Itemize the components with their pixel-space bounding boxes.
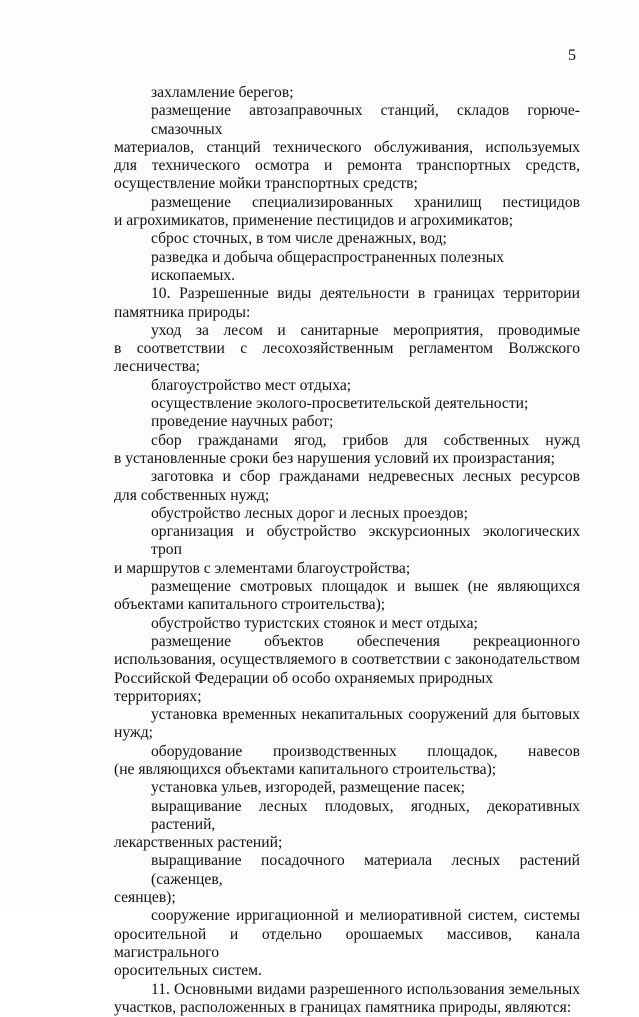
text-line: лесничества; [114,358,201,376]
text-line: использования, осуществляемого в соответствии с законодательством [114,651,580,669]
text-line: уход за лесом и санитарные мероприятия, проводимые [151,321,580,339]
text-line: для собственных нужд; [114,486,270,504]
text-line: размещение автозаправочных станций, складов горюче-смазочных [151,102,580,138]
page-number: 5 [568,47,576,64]
text-line: оросительных систем. [114,962,262,980]
text-line: сооружение ирригационной и мелиоративной систем, системы [151,907,580,925]
text-line: захламление берегов; [151,84,294,101]
text-line: установка временных некапитальных сооружений для бытовых [151,706,580,724]
text-line: выращивание лесных плодовых, ягодных, декоративных растений, [151,797,580,833]
text-line: выращивание посадочного материала лесных растений (саженцев, [151,852,580,888]
text-line: объектами капитального строительства); [114,596,386,614]
text-line: нужд; [114,724,153,742]
text-line: проведение научных работ; [151,413,334,431]
text-line: участков, расположенных в границах памятника природы, являются: [114,998,572,1016]
text-line: Российской Федерации об особо охраняемых природных территориях; [114,669,494,705]
text-line: установка ульев, изгородей, размещение пасек; [151,779,465,797]
text-line: сброс сточных, в том числе дренажных, вод; [151,230,447,248]
text-line: оборудование производственных площадок, навесов [151,742,580,760]
text-line: лекарственных растений; [114,834,283,852]
text-line: в соответствии с лесохозяйственным регламентом Волжского [114,340,580,358]
text-line: сбор гражданами ягод, грибов для собственных нужд [151,431,580,449]
text-line: памятника природы: [114,303,251,321]
text-line: (не являющихся объектами капитального строительства); [114,760,497,778]
text-line: в установленные сроки без нарушения условий их произрастания; [114,449,555,467]
text-line: для технического осмотра и ремонта транспортных средств, [114,157,580,175]
text-line: и агрохимикатов, применение пестицидов и агрохимикатов; [114,212,514,230]
text-line: 11. Основными видами разрешенного использования земельных [151,980,580,998]
text-line: размещение специализированных хранилищ пестицидов [151,193,580,211]
text-line: организация и обустройство экскурсионных экологических троп [151,523,580,559]
text-line: 10. Разрешенные виды деятельности в границах территории [151,285,580,303]
text-line: материалов, станций технического обслуживания, используемых [114,138,580,156]
text-line: разведка и добыча общераспространенных полезных ископаемых. [151,248,505,284]
text-line: осуществление эколого-просветительской деятельности; [151,395,529,413]
text-line: благоустройство мест отдыха; [151,376,352,394]
document-body [114,84,580,1017]
text-line: оросительной и отдельно орошаемых массивов, канала магистрального [114,925,580,961]
text-line: обустройство лесных дорог и лесных проездов; [151,504,468,522]
text-line: заготовка и сбор гражданами недревесных лесных ресурсов [151,468,580,486]
text-line: и маршрутов с элементами благоустройства; [114,559,411,577]
text-line: размещение объектов обеспечения рекреационного [151,632,580,650]
text-line: сеянцев); [114,889,176,907]
text-line: обустройство туристских стоянок и мест отдыха; [151,614,478,632]
text-line: размещение смотровых площадок и вышек (не являющихся [151,578,580,596]
text-line: осуществление мойки транспортных средств; [114,175,418,193]
